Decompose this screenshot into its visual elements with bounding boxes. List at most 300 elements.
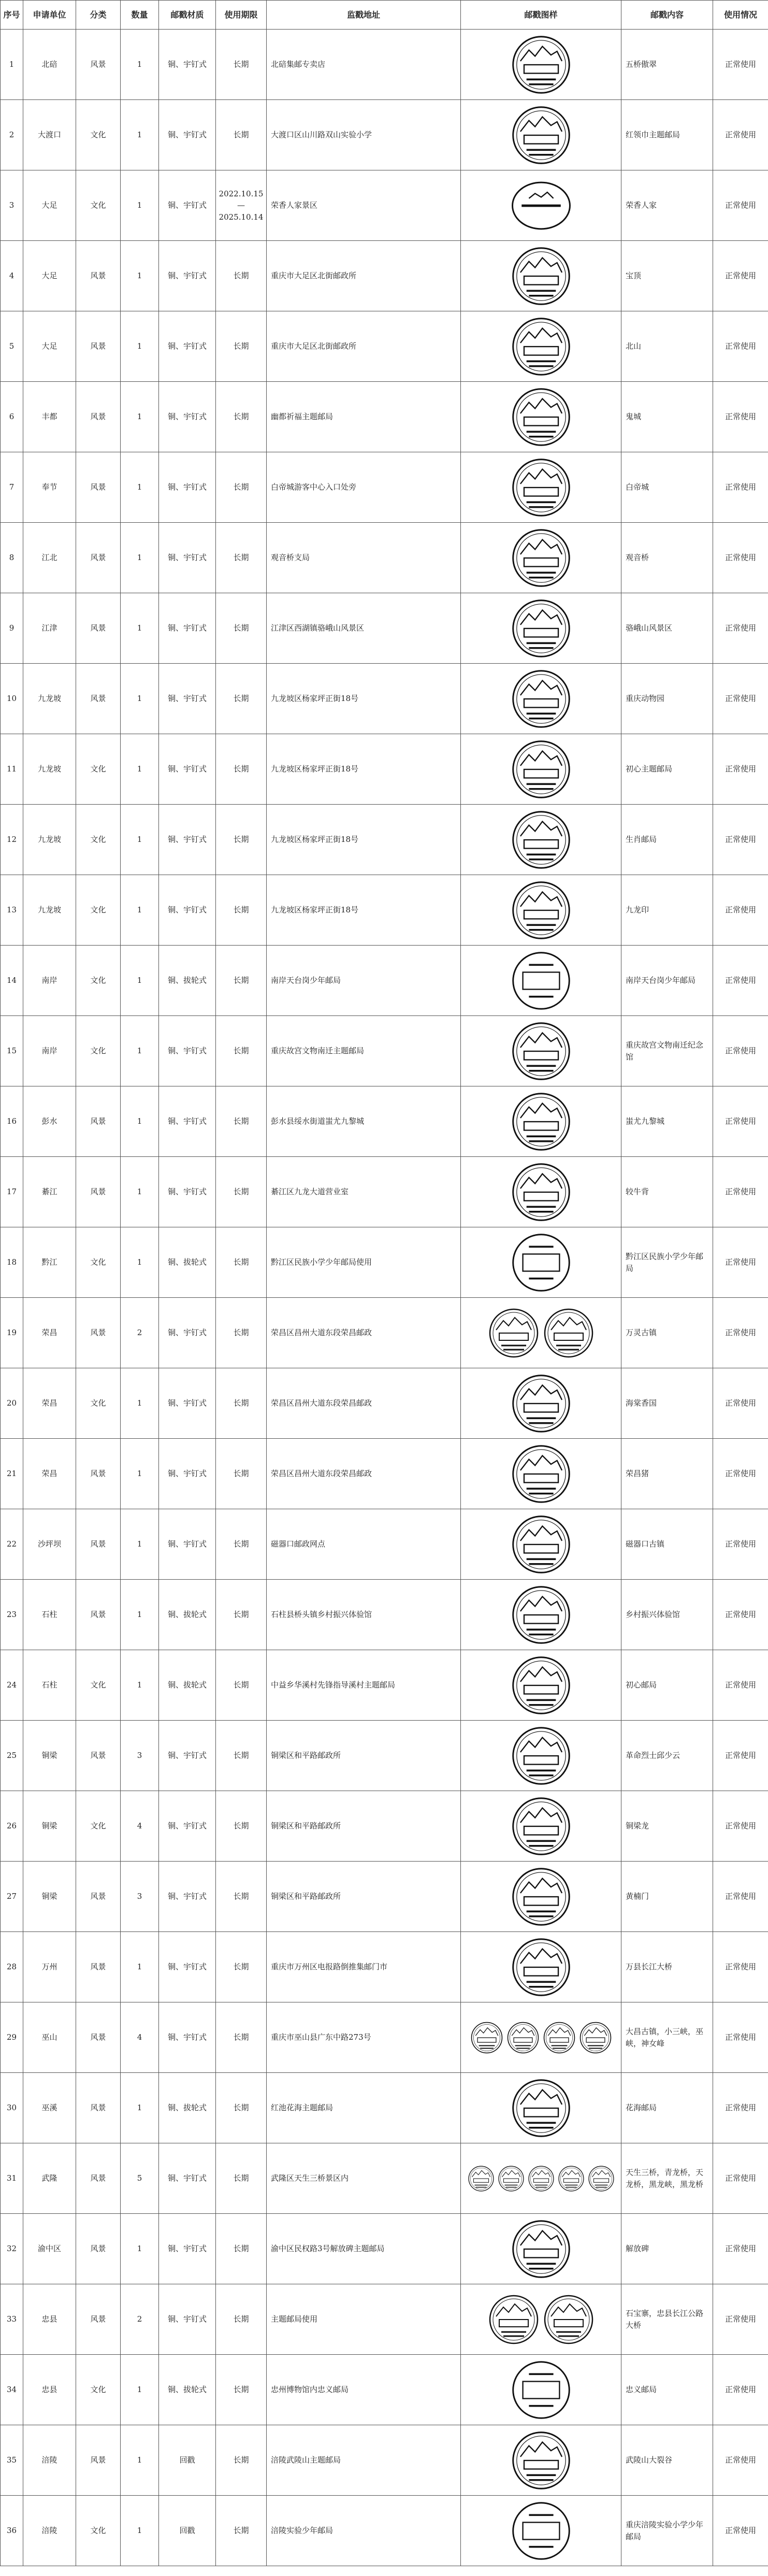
cell-stamp-image bbox=[461, 170, 621, 241]
cell-unit: 铜梁 bbox=[23, 1791, 76, 1862]
table-row bbox=[1, 2073, 768, 2143]
cell-period: 长期 bbox=[216, 311, 267, 382]
cell-no: 25 bbox=[1, 1721, 23, 1791]
cell-address: 主题邮局使用 bbox=[267, 2284, 461, 2355]
cell-no: 17 bbox=[1, 1157, 23, 1227]
cell-qty: 3 bbox=[121, 1862, 159, 1932]
cell-category: 风景 bbox=[76, 664, 121, 734]
cell-stamp-image bbox=[461, 664, 621, 734]
postmark-stamp-icon bbox=[511, 1091, 572, 1152]
cell-qty: 2 bbox=[121, 1298, 159, 1368]
cell-category: 风景 bbox=[76, 1862, 121, 1932]
cell-qty: 1 bbox=[121, 1509, 159, 1580]
cell-period: 长期 bbox=[216, 2496, 267, 2566]
table-body bbox=[1, 30, 768, 2566]
cell-content: 万灵古镇 bbox=[621, 1298, 713, 1368]
cell-no: 7 bbox=[1, 452, 23, 523]
cell-qty: 1 bbox=[121, 1439, 159, 1509]
cell-address: 彭水县绥水街道蚩尤九黎城 bbox=[267, 1086, 461, 1157]
cell-qty: 1 bbox=[121, 2355, 159, 2425]
cell-qty: 1 bbox=[121, 452, 159, 523]
cell-status: 正常使用 bbox=[713, 1791, 768, 1862]
cell-stamp-image bbox=[461, 1791, 621, 1862]
cell-content: 武陵山大裂谷 bbox=[621, 2425, 713, 2496]
cell-unit: 江津 bbox=[23, 593, 76, 664]
cell-status: 正常使用 bbox=[713, 1650, 768, 1721]
postmark-stamp-icon bbox=[511, 316, 572, 377]
stamp-image-group bbox=[463, 457, 619, 518]
cell-qty: 1 bbox=[121, 2214, 159, 2284]
cell-period: 长期 bbox=[216, 1368, 267, 1439]
cell-content: 重庆动物园 bbox=[621, 664, 713, 734]
cell-qty: 1 bbox=[121, 2073, 159, 2143]
cell-content: 黄楠门 bbox=[621, 1862, 713, 1932]
cell-no: 5 bbox=[1, 311, 23, 382]
cell-no: 19 bbox=[1, 1298, 23, 1368]
cell-category: 风景 bbox=[76, 1932, 121, 2002]
stamp-image-group bbox=[463, 34, 619, 95]
cell-address: 中益乡华溪村先锋指导溪村主题邮局 bbox=[267, 1650, 461, 1721]
cell-content: 革命烈士邱少云 bbox=[621, 1721, 713, 1791]
postmark-stamp-icon bbox=[511, 1232, 572, 1293]
postmark-stamp-icon bbox=[558, 2165, 585, 2192]
cell-category: 文化 bbox=[76, 100, 121, 170]
cell-category: 文化 bbox=[76, 1650, 121, 1721]
cell-material: 铜、拔轮式 bbox=[159, 946, 216, 1016]
cell-period: 长期 bbox=[216, 2425, 267, 2496]
cell-unit: 江北 bbox=[23, 523, 76, 593]
cell-address: 荣昌区昌州大道东段荣昌邮政 bbox=[267, 1439, 461, 1509]
cell-category: 文化 bbox=[76, 170, 121, 241]
stamp-image-group bbox=[463, 2430, 619, 2491]
cell-category: 风景 bbox=[76, 2214, 121, 2284]
cell-stamp-image bbox=[461, 1580, 621, 1650]
cell-no: 29 bbox=[1, 2002, 23, 2073]
cell-category: 文化 bbox=[76, 1368, 121, 1439]
postmark-stamp-icon bbox=[511, 105, 572, 166]
table-row bbox=[1, 30, 768, 100]
cell-address: 红池花海主题邮局 bbox=[267, 2073, 461, 2143]
cell-period: 长期 bbox=[216, 875, 267, 946]
cell-stamp-image bbox=[461, 1086, 621, 1157]
cell-no: 11 bbox=[1, 734, 23, 805]
table-row bbox=[1, 1368, 768, 1439]
cell-period: 长期 bbox=[216, 805, 267, 875]
cell-content: 九龙印 bbox=[621, 875, 713, 946]
cell-content: 大昌古镇，小三峡，巫峡，神女峰 bbox=[621, 2002, 713, 2073]
cell-qty: 1 bbox=[121, 1650, 159, 1721]
cell-period: 长期 bbox=[216, 1157, 267, 1227]
cell-period: 长期 bbox=[216, 734, 267, 805]
stamp-image-group bbox=[463, 2359, 619, 2421]
cell-content: 生肖邮局 bbox=[621, 805, 713, 875]
cell-unit: 大足 bbox=[23, 170, 76, 241]
table-row bbox=[1, 1791, 768, 1862]
cell-material: 铜、宇钉式 bbox=[159, 1016, 216, 1086]
postmark-stamp-icon bbox=[511, 739, 572, 800]
stamp-image-group bbox=[463, 1937, 619, 1998]
stamp-image-group bbox=[463, 2021, 619, 2054]
cell-period: 长期 bbox=[216, 2355, 267, 2425]
cell-stamp-image bbox=[461, 2073, 621, 2143]
cell-qty: 1 bbox=[121, 100, 159, 170]
cell-stamp-image bbox=[461, 2425, 621, 2496]
cell-period: 长期 bbox=[216, 452, 267, 523]
cell-material: 铜、宇钉式 bbox=[159, 1862, 216, 1932]
cell-status: 正常使用 bbox=[713, 2496, 768, 2566]
table-row bbox=[1, 1157, 768, 1227]
cell-content: 初心邮局 bbox=[621, 1650, 713, 1721]
cell-material: 铜、宇钉式 bbox=[159, 382, 216, 452]
postmark-stamp-icon bbox=[579, 2021, 612, 2054]
cell-address: 九龙坡区杨家坪正街18号 bbox=[267, 875, 461, 946]
postmark-stamp-icon bbox=[511, 880, 572, 941]
table-row bbox=[1, 2496, 768, 2566]
cell-category: 风景 bbox=[76, 241, 121, 311]
cell-material: 铜、宇钉式 bbox=[159, 2214, 216, 2284]
cell-material: 铜、宇钉式 bbox=[159, 734, 216, 805]
stamp-image-group bbox=[463, 880, 619, 941]
cell-status: 正常使用 bbox=[713, 593, 768, 664]
cell-unit: 涪陵 bbox=[23, 2496, 76, 2566]
cell-category: 风景 bbox=[76, 2073, 121, 2143]
cell-category: 风景 bbox=[76, 523, 121, 593]
cell-qty: 1 bbox=[121, 664, 159, 734]
cell-unit: 石柱 bbox=[23, 1580, 76, 1650]
cell-qty: 1 bbox=[121, 30, 159, 100]
cell-stamp-image bbox=[461, 2355, 621, 2425]
table-row bbox=[1, 2214, 768, 2284]
cell-status: 正常使用 bbox=[713, 1509, 768, 1580]
stamp-image-group bbox=[463, 387, 619, 448]
cell-category: 风景 bbox=[76, 2002, 121, 2073]
cell-unit: 九龙坡 bbox=[23, 734, 76, 805]
cell-category: 风景 bbox=[76, 2284, 121, 2355]
stamp-image-group bbox=[463, 1232, 619, 1293]
cell-unit: 黔江 bbox=[23, 1227, 76, 1298]
cell-category: 风景 bbox=[76, 311, 121, 382]
cell-no: 35 bbox=[1, 2425, 23, 2496]
cell-period: 长期 bbox=[216, 1580, 267, 1650]
postmark-stamp-icon bbox=[588, 2165, 615, 2192]
table-row bbox=[1, 452, 768, 523]
cell-no: 16 bbox=[1, 1086, 23, 1157]
cell-unit: 铜梁 bbox=[23, 1862, 76, 1932]
header-category: 分类 bbox=[76, 1, 121, 30]
cell-content: 五桥傲翠 bbox=[621, 30, 713, 100]
postmark-stamp-icon bbox=[511, 2359, 572, 2421]
cell-qty: 1 bbox=[121, 1932, 159, 2002]
cell-period: 长期 bbox=[216, 2284, 267, 2355]
cell-material: 铜、宇钉式 bbox=[159, 805, 216, 875]
cell-content: 红领巾主题邮局 bbox=[621, 100, 713, 170]
stamp-image-group bbox=[463, 2294, 619, 2345]
cell-material: 铜、宇钉式 bbox=[159, 1086, 216, 1157]
stamp-image-group bbox=[463, 2219, 619, 2280]
cell-content: 万县长江大桥 bbox=[621, 1932, 713, 2002]
cell-status: 正常使用 bbox=[713, 311, 768, 382]
cell-period: 长期 bbox=[216, 1650, 267, 1721]
cell-no: 14 bbox=[1, 946, 23, 1016]
cell-unit: 巫溪 bbox=[23, 2073, 76, 2143]
cell-category: 风景 bbox=[76, 1298, 121, 1368]
header-qty: 数量 bbox=[121, 1, 159, 30]
cell-unit: 荣昌 bbox=[23, 1298, 76, 1368]
cell-content: 宝顶 bbox=[621, 241, 713, 311]
cell-address: 涪陵实验少年邮局 bbox=[267, 2496, 461, 2566]
postmark-stamp-icon bbox=[498, 2165, 525, 2192]
cell-content: 北山 bbox=[621, 311, 713, 382]
cell-unit: 忠县 bbox=[23, 2355, 76, 2425]
cell-stamp-image bbox=[461, 593, 621, 664]
cell-unit: 九龙坡 bbox=[23, 664, 76, 734]
cell-address: 荣香人家景区 bbox=[267, 170, 461, 241]
cell-stamp-image bbox=[461, 2143, 621, 2214]
cell-period: 长期 bbox=[216, 1509, 267, 1580]
cell-qty: 1 bbox=[121, 241, 159, 311]
cell-stamp-image bbox=[461, 30, 621, 100]
cell-material: 铜、拔轮式 bbox=[159, 1580, 216, 1650]
cell-category: 文化 bbox=[76, 1016, 121, 1086]
table-row bbox=[1, 2284, 768, 2355]
cell-status: 正常使用 bbox=[713, 875, 768, 946]
postmark-stamp-icon bbox=[511, 34, 572, 95]
cell-no: 23 bbox=[1, 1580, 23, 1650]
cell-address: 幽都祈福主题邮局 bbox=[267, 382, 461, 452]
cell-stamp-image bbox=[461, 1368, 621, 1439]
table-row bbox=[1, 946, 768, 1016]
cell-stamp-image bbox=[461, 1439, 621, 1509]
cell-material: 铜、拔轮式 bbox=[159, 2073, 216, 2143]
cell-unit: 南岸 bbox=[23, 946, 76, 1016]
postmark-stamp-icon bbox=[511, 1162, 572, 1223]
postmark-stamp-icon bbox=[511, 2219, 572, 2280]
cell-period: 长期 bbox=[216, 2143, 267, 2214]
cell-material: 铜、宇钉式 bbox=[159, 1157, 216, 1227]
cell-unit: 北碚 bbox=[23, 30, 76, 100]
cell-category: 风景 bbox=[76, 1580, 121, 1650]
cell-qty: 1 bbox=[121, 1580, 159, 1650]
cell-status: 正常使用 bbox=[713, 1721, 768, 1791]
stamp-image-group bbox=[463, 1796, 619, 1857]
stamp-image-group bbox=[463, 1021, 619, 1082]
cell-unit: 大渡口 bbox=[23, 100, 76, 170]
postmark-stamp-icon bbox=[488, 2294, 540, 2345]
cell-category: 风景 bbox=[76, 1721, 121, 1791]
postmark-stamp-icon bbox=[511, 1725, 572, 1786]
cell-status: 正常使用 bbox=[713, 382, 768, 452]
cell-stamp-image bbox=[461, 382, 621, 452]
cell-unit: 丰都 bbox=[23, 382, 76, 452]
stamp-image-group bbox=[463, 668, 619, 729]
table-row bbox=[1, 2355, 768, 2425]
cell-status: 正常使用 bbox=[713, 2143, 768, 2214]
cell-content: 南岸天台岗少年邮局 bbox=[621, 946, 713, 1016]
cell-material: 铜、宇钉式 bbox=[159, 664, 216, 734]
cell-content: 荣昌猪 bbox=[621, 1439, 713, 1509]
cell-unit: 九龙坡 bbox=[23, 875, 76, 946]
stamp-image-group bbox=[463, 1514, 619, 1575]
cell-stamp-image bbox=[461, 100, 621, 170]
cell-material: 铜、宇钉式 bbox=[159, 1791, 216, 1862]
cell-unit: 万州 bbox=[23, 1932, 76, 2002]
stamp-image-group bbox=[463, 1725, 619, 1786]
table-row bbox=[1, 170, 768, 241]
stamp-image-group bbox=[463, 1866, 619, 1927]
cell-period: 长期 bbox=[216, 1862, 267, 1932]
cell-material: 铜、宇钉式 bbox=[159, 1368, 216, 1439]
cell-no: 26 bbox=[1, 1791, 23, 1862]
cell-no: 10 bbox=[1, 664, 23, 734]
cell-stamp-image bbox=[461, 805, 621, 875]
cell-period: 2022.10.15 — 2025.10.14 bbox=[216, 170, 267, 241]
table-row bbox=[1, 2002, 768, 2073]
cell-qty: 1 bbox=[121, 311, 159, 382]
table-row bbox=[1, 1650, 768, 1721]
cell-unit: 巫山 bbox=[23, 2002, 76, 2073]
cell-stamp-image bbox=[461, 2284, 621, 2355]
cell-material: 铜、宇钉式 bbox=[159, 311, 216, 382]
postmark-stamp-icon bbox=[506, 2021, 540, 2054]
cell-address: 铜梁区和平路邮政所 bbox=[267, 1862, 461, 1932]
postmark-stamp-icon bbox=[511, 1655, 572, 1716]
cell-no: 3 bbox=[1, 170, 23, 241]
cell-address: 九龙坡区杨家坪正街18号 bbox=[267, 805, 461, 875]
stamp-image-group bbox=[463, 1091, 619, 1152]
postmark-stamp-icon bbox=[511, 1584, 572, 1645]
cell-content: 蚩尤九黎城 bbox=[621, 1086, 713, 1157]
postmark-stamp-icon bbox=[511, 1514, 572, 1575]
stamp-image-group bbox=[463, 598, 619, 659]
cell-no: 13 bbox=[1, 875, 23, 946]
cell-content: 较牛背 bbox=[621, 1157, 713, 1227]
cell-category: 文化 bbox=[76, 875, 121, 946]
cell-stamp-image bbox=[461, 1650, 621, 1721]
cell-qty: 1 bbox=[121, 170, 159, 241]
postmark-stamp-icon bbox=[511, 246, 572, 307]
cell-material: 铜、宇钉式 bbox=[159, 1298, 216, 1368]
postmark-stamp-icon bbox=[511, 2500, 572, 2561]
cell-address: 白帝城游客中心入口处旁 bbox=[267, 452, 461, 523]
cell-address: 磁器口邮政网点 bbox=[267, 1509, 461, 1580]
cell-period: 长期 bbox=[216, 1721, 267, 1791]
cell-content: 骆峨山风景区 bbox=[621, 593, 713, 664]
cell-qty: 4 bbox=[121, 2002, 159, 2073]
cell-qty: 1 bbox=[121, 382, 159, 452]
cell-status: 正常使用 bbox=[713, 1086, 768, 1157]
cell-qty: 1 bbox=[121, 1227, 159, 1298]
cell-no: 27 bbox=[1, 1862, 23, 1932]
cell-address: 忠州博物馆内忠义邮局 bbox=[267, 2355, 461, 2425]
cell-status: 正常使用 bbox=[713, 30, 768, 100]
cell-period: 长期 bbox=[216, 1086, 267, 1157]
cell-status: 正常使用 bbox=[713, 1862, 768, 1932]
cell-address: 重庆市大足区北街邮政所 bbox=[267, 241, 461, 311]
cell-material: 铜、宇钉式 bbox=[159, 593, 216, 664]
cell-content: 铜梁龙 bbox=[621, 1791, 713, 1862]
cell-stamp-image bbox=[461, 875, 621, 946]
cell-no: 30 bbox=[1, 2073, 23, 2143]
postmark-stamp-icon bbox=[511, 950, 572, 1011]
cell-address: 重庆市大足区北街邮政所 bbox=[267, 311, 461, 382]
cell-material: 铜、拔轮式 bbox=[159, 2355, 216, 2425]
cell-qty: 5 bbox=[121, 2143, 159, 2214]
cell-material: 铜、宇钉式 bbox=[159, 2143, 216, 2214]
cell-material: 铜、宇钉式 bbox=[159, 1439, 216, 1509]
cell-address: 铜梁区和平路邮政所 bbox=[267, 1791, 461, 1862]
cell-stamp-image bbox=[461, 2214, 621, 2284]
postmark-stamp-icon bbox=[511, 1937, 572, 1998]
cell-period: 长期 bbox=[216, 946, 267, 1016]
cell-status: 正常使用 bbox=[713, 1439, 768, 1509]
table-row bbox=[1, 382, 768, 452]
cell-category: 文化 bbox=[76, 805, 121, 875]
cell-address: 北碚集邮专卖店 bbox=[267, 30, 461, 100]
cell-material: 铜、宇钉式 bbox=[159, 170, 216, 241]
stamp-image-group bbox=[463, 246, 619, 307]
cell-content: 海棠香国 bbox=[621, 1368, 713, 1439]
cell-period: 长期 bbox=[216, 1439, 267, 1509]
table-row bbox=[1, 1227, 768, 1298]
cell-qty: 1 bbox=[121, 523, 159, 593]
cell-address: 观音桥支局 bbox=[267, 523, 461, 593]
table-row bbox=[1, 311, 768, 382]
cell-status: 正常使用 bbox=[713, 170, 768, 241]
cell-category: 风景 bbox=[76, 2425, 121, 2496]
stamp-image-group bbox=[463, 316, 619, 377]
cell-content: 忠义邮局 bbox=[621, 2355, 713, 2425]
cell-unit: 大足 bbox=[23, 241, 76, 311]
cell-category: 风景 bbox=[76, 452, 121, 523]
cell-status: 正常使用 bbox=[713, 241, 768, 311]
cell-qty: 1 bbox=[121, 2425, 159, 2496]
stamp-image-group bbox=[463, 950, 619, 1011]
cell-unit: 涪陵 bbox=[23, 2425, 76, 2496]
table-row bbox=[1, 664, 768, 734]
cell-status: 正常使用 bbox=[713, 1580, 768, 1650]
table-row bbox=[1, 2425, 768, 2496]
cell-material: 回戳 bbox=[159, 2496, 216, 2566]
cell-status: 正常使用 bbox=[713, 2284, 768, 2355]
cell-no: 32 bbox=[1, 2214, 23, 2284]
cell-material: 铜、宇钉式 bbox=[159, 241, 216, 311]
cell-no: 4 bbox=[1, 241, 23, 311]
cell-status: 正常使用 bbox=[713, 1298, 768, 1368]
cell-qty: 1 bbox=[121, 1016, 159, 1086]
cell-category: 风景 bbox=[76, 1157, 121, 1227]
cell-material: 铜、宇钉式 bbox=[159, 1509, 216, 1580]
cell-material: 铜、拔轮式 bbox=[159, 1650, 216, 1721]
cell-qty: 1 bbox=[121, 946, 159, 1016]
postmark-stamp-icon bbox=[511, 2430, 572, 2491]
cell-unit: 綦江 bbox=[23, 1157, 76, 1227]
cell-no: 34 bbox=[1, 2355, 23, 2425]
cell-status: 正常使用 bbox=[713, 2425, 768, 2496]
table-row bbox=[1, 1580, 768, 1650]
cell-period: 长期 bbox=[216, 2214, 267, 2284]
cell-category: 风景 bbox=[76, 382, 121, 452]
cell-address: 武隆区天生三桥景区内 bbox=[267, 2143, 461, 2214]
cell-status: 正常使用 bbox=[713, 1932, 768, 2002]
cell-stamp-image bbox=[461, 1016, 621, 1086]
postmark-stamp-icon bbox=[528, 2165, 555, 2192]
stamp-image-group bbox=[463, 1373, 619, 1434]
cell-stamp-image bbox=[461, 734, 621, 805]
cell-stamp-image bbox=[461, 2002, 621, 2073]
header-material: 邮戳材质 bbox=[159, 1, 216, 30]
cell-content: 初心主题邮局 bbox=[621, 734, 713, 805]
cell-stamp-image bbox=[461, 1862, 621, 1932]
